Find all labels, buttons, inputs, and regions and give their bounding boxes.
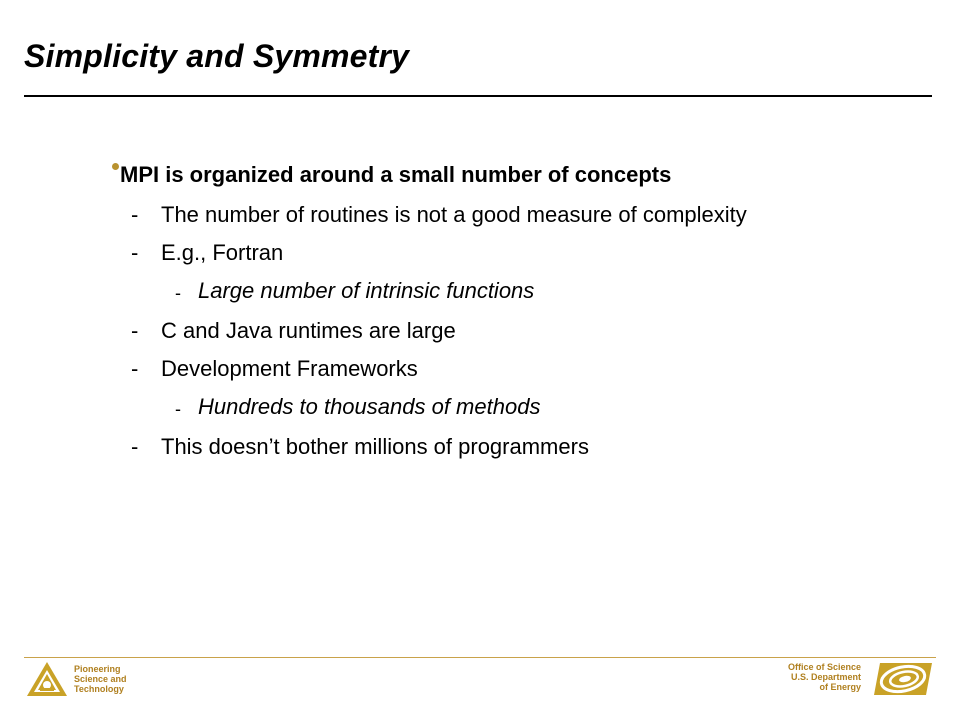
dash-marker: -	[131, 240, 139, 265]
bullet-level2: Development Frameworks	[161, 356, 418, 381]
bullet-level2: C and Java runtimes are large	[161, 318, 456, 343]
dash-marker: -	[131, 318, 139, 343]
dash-marker: -	[131, 434, 139, 459]
bullet-level2: E.g., Fortran	[161, 240, 284, 265]
doe-swirl-logo-icon	[872, 661, 934, 702]
title-divider	[24, 95, 932, 97]
slide-title: Simplicity and Symmetry	[24, 38, 410, 74]
footer-divider	[24, 657, 936, 658]
footer-tagline: Pioneering Science and Technology	[74, 664, 127, 694]
argonne-triangle-logo-icon	[26, 661, 68, 702]
bullet-level3: Large number of intrinsic functions	[198, 278, 535, 303]
bullet-level2: The number of routines is not a good measure of complexity	[161, 202, 747, 227]
bullet-dot-icon	[112, 163, 119, 170]
footer-organization: Office of Science U.S. Department of Energy	[787, 662, 861, 692]
dash-marker: -	[175, 399, 181, 419]
bullet-level1: MPI is organized around a small number of concepts	[120, 162, 672, 187]
dash-marker: -	[131, 202, 139, 227]
dash-marker: -	[175, 283, 181, 303]
bullet-level2: This doesn’t bother millions of programmers	[161, 434, 589, 459]
bullet-level3: Hundreds to thousands of methods	[198, 394, 541, 419]
dash-marker: -	[131, 356, 139, 381]
